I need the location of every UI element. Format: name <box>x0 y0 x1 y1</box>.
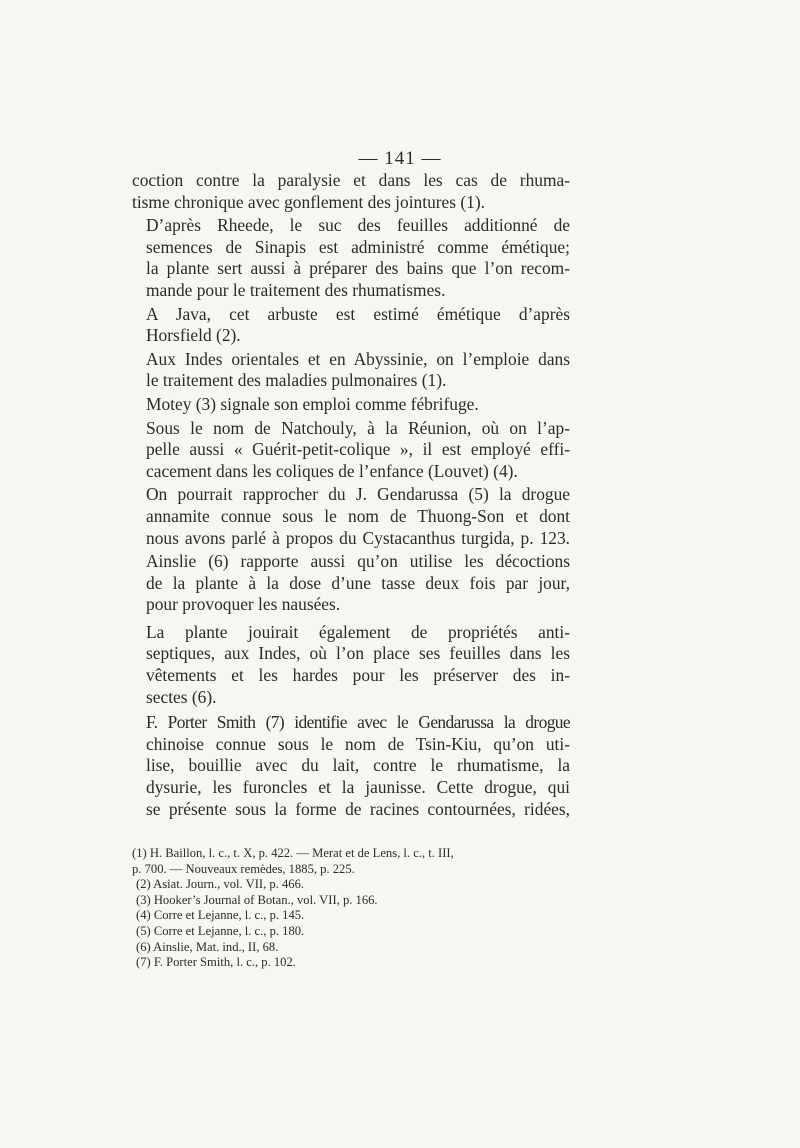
text-line: F. Porter Smith (7) identifie avec le Gendarussa la drogue <box>146 712 570 733</box>
paragraph <box>132 304 570 347</box>
text-line: Motey (3) signale son emploi comme fébrifuge. <box>146 393 479 414</box>
paragraph <box>132 551 570 616</box>
footnote: (1) H. Baillon, l. c., t. X, p. 422. — Merat et de Lens, l. c., t. III, <box>132 846 454 860</box>
text-line: Sous le nom de Natchouly, à la Réunion, où on l’ap- <box>146 417 570 438</box>
text-line: chinoise connue sous le nom de Tsin-Kiu, qu’on uti- <box>146 733 570 754</box>
text-line: coction contre la paralysie et dans les cas de rhuma- <box>132 170 570 190</box>
text-line: On pourrait rapprocher du J. Gendarussa (5) la drogue <box>146 484 570 505</box>
paragraph <box>132 418 570 483</box>
footnote: (7) F. Porter Smith, l. c., p. 102. <box>136 955 296 970</box>
footnote: (4) Corre et Lejanne, l. c., p. 145. <box>136 908 305 923</box>
text-line: septiques, aux Indes, où l’on place ses feuilles dans les <box>146 643 570 664</box>
text-line: vêtements et les hardes pour les préserver des in- <box>146 665 570 686</box>
footnote: (3) Hooker’s Journal of Botan., vol. VII, p. 166. <box>136 892 378 907</box>
paragraph <box>132 484 570 549</box>
text-line: se présente sous la forme de racines contournées, ridées, <box>146 798 570 819</box>
text-line: La plante jouirait également de propriétés anti- <box>146 621 570 642</box>
text-line: nous avons parlé à propos du Cystacanthus turgida, p. 123. <box>146 527 570 548</box>
text-line: mande pour le traitement des rhumatismes. <box>146 279 446 300</box>
paragraph <box>132 215 570 301</box>
text-line: tisme chronique avec gonflement des jointures (1). <box>132 191 486 212</box>
footnotes <box>132 846 572 971</box>
main-text <box>132 170 570 822</box>
text-line: de la plante à la dose d’une tasse deux fois par jour, <box>146 572 570 593</box>
text-line: Aux Indes orientales et en Abyssinie, on l’emploie dans <box>146 348 570 369</box>
footnote: (2) Asiat. Journ., vol. VII, p. 466. <box>136 877 305 892</box>
text-line: lise, bouillie avec du lait, contre le rhumatisme, la <box>146 755 570 776</box>
paragraph <box>132 170 570 213</box>
text-line: Ainslie (6) rapporte aussi qu’on utilise les décoctions <box>146 551 570 572</box>
text-line: annamite connue sous le nom de Thuong-Son et dont <box>146 505 570 526</box>
footnote: p. 700. — Nouveaux remèdes, 1885, p. 225. <box>132 861 355 876</box>
text-line: Horsfield (2). <box>146 325 241 346</box>
paragraph <box>132 349 570 392</box>
text-line: le traitement des maladies pulmonaires (1). <box>146 370 447 391</box>
text-line: sectes (6). <box>146 686 217 707</box>
page-number: — 141 — <box>358 148 442 169</box>
text-line: D’après Rheede, le suc des feuilles additionné de <box>146 215 570 236</box>
paragraph <box>132 712 570 820</box>
text-line: semences de Sinapis est administré comme émétique; <box>146 236 570 257</box>
text-line: pour provoquer les nausées. <box>146 594 341 615</box>
text-line: dysurie, les furoncles et la jaunisse. Cette drogue, qui <box>146 777 570 798</box>
text-line: la plante sert aussi à préparer des bains que l’on recom- <box>146 258 570 279</box>
paragraph <box>132 394 570 416</box>
text-line: cacement dans les coliques de l’enfance (Louvet) (4). <box>146 460 518 481</box>
text-line: pelle aussi « Guérit-petit-colique », il est employé effi- <box>146 439 570 460</box>
text-line: A Java, cet arbuste est estimé émétique d’après <box>146 303 570 324</box>
footnote: (5) Corre et Lejanne, l. c., p. 180. <box>136 923 305 938</box>
paragraph <box>132 622 570 708</box>
footnote: (6) Ainslie, Mat. ind., II, 68. <box>136 939 279 954</box>
